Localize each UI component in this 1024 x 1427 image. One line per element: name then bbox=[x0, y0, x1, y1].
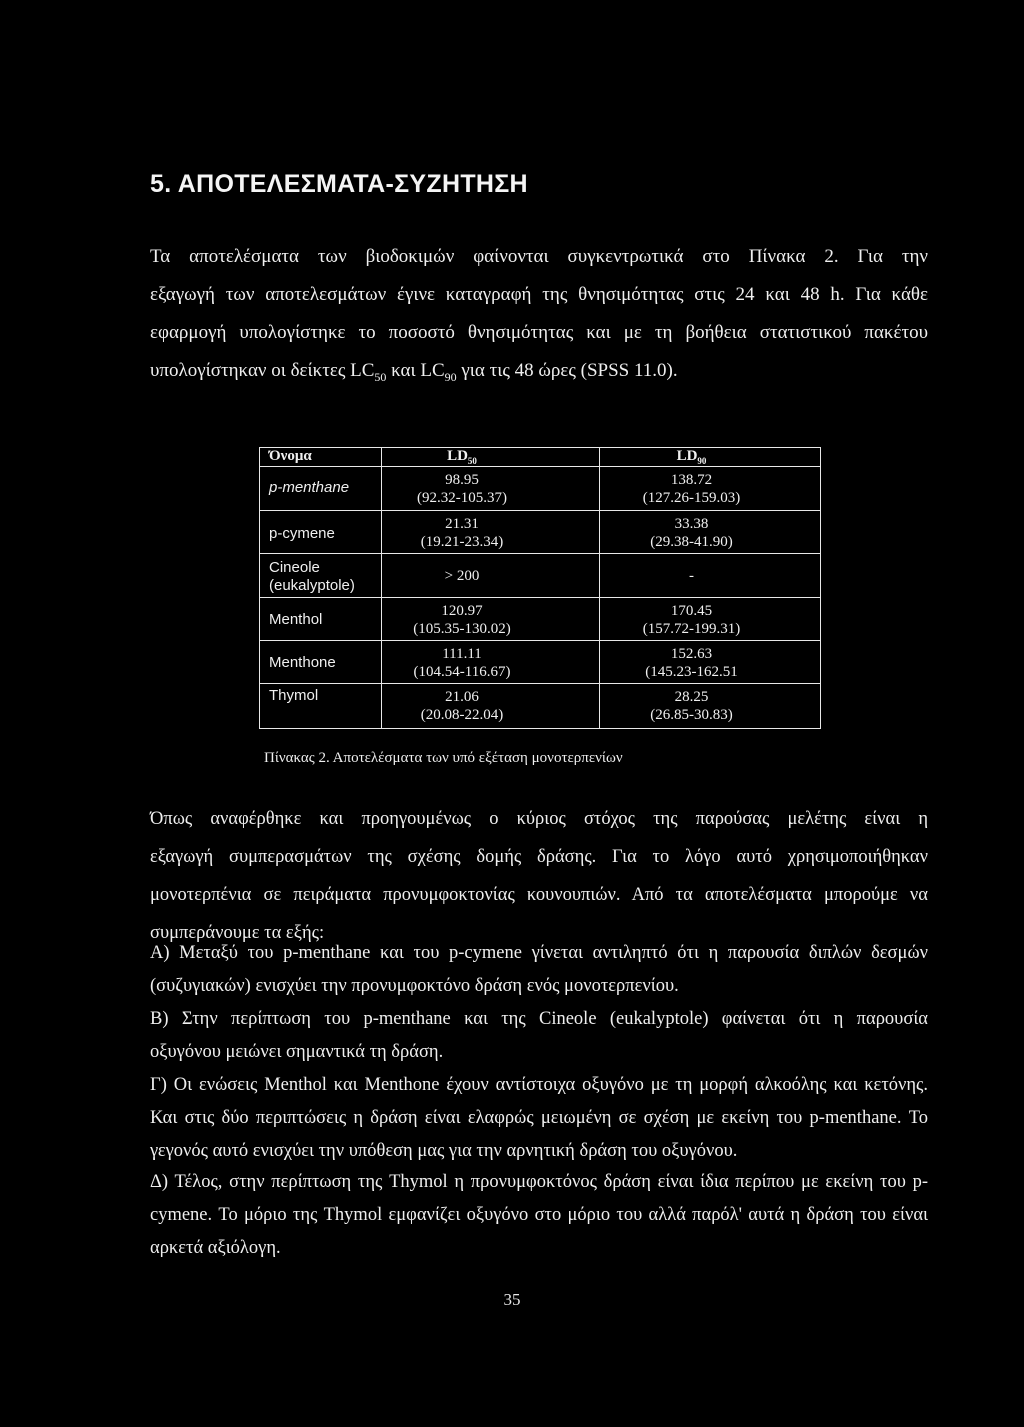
ld90-value: - bbox=[689, 568, 694, 584]
text-line: Δ) Τέλος, στην περίπτωση της Thymol η προνυμφοκτόνος δράση είναι ίδια περίπου με εκείνη του p- bbox=[150, 1172, 928, 1192]
ld50-value: 120.97 bbox=[441, 603, 483, 619]
table-rule bbox=[599, 447, 600, 729]
text-line: συμπεράνουμε τα εξής: bbox=[150, 923, 325, 943]
intro-paragraph bbox=[150, 238, 928, 396]
point-c-paragraph bbox=[150, 1069, 928, 1168]
text-line: εξαγωγή συμπερασμάτων της σχέσης δομής δράσης. Για το λόγο αυτό χρησιμοποιήθηκαν bbox=[150, 847, 928, 867]
table-rule bbox=[259, 510, 821, 511]
compound-name: p-menthane bbox=[269, 479, 350, 496]
discussion-paragraph bbox=[150, 800, 928, 952]
text-line: Α) Μεταξύ του p-menthane και του p-cymene γίνεται αντιληπτό ότι η παρουσία διπλών δεσμών bbox=[150, 943, 928, 963]
header-text: LD bbox=[676, 448, 698, 464]
row-name-secondary: (eukalyptole) bbox=[269, 577, 355, 594]
ld90-value: 33.38 bbox=[674, 516, 709, 532]
header-name: Όνομα bbox=[269, 448, 312, 464]
ld50-range: (20.08-22.04) bbox=[420, 707, 504, 723]
text-line: εξαγωγή των αποτελεσμάτων έγινε καταγραφή της θνησιμότητας στις 24 και 48 h. Για κάθε bbox=[150, 284, 928, 305]
section-heading: 5. ΑΠΟΤΕΛΕΣΜΑΤΑ-ΣΥΖΗΤΗΣΗ bbox=[150, 170, 528, 198]
subscript: 90 bbox=[444, 369, 457, 384]
header-text: LD bbox=[447, 448, 468, 464]
subscript: 90 bbox=[697, 456, 707, 466]
text-line: cymene. Το μόριο της Thymol εμφανίζει οξυγόνο στο μόριο του αλλά παρόλ' αυτά η δράση του είναι bbox=[150, 1205, 928, 1225]
page-number: 35 bbox=[503, 1290, 521, 1309]
text-line: Και στις δύο περιπτώσεις η δράση είναι ελαφρώς μειωμένη σε σχέση με εκείνη του p-menthane. Το bbox=[150, 1108, 928, 1128]
ld50-range: (104.54-116.67) bbox=[413, 664, 511, 680]
row-name bbox=[269, 479, 349, 496]
text-line bbox=[150, 352, 928, 396]
row-name: Menthone bbox=[269, 654, 336, 671]
ld90-range: (29.38-41.90) bbox=[650, 534, 733, 550]
table-caption: Πίνακας 2. Αποτελέσματα των υπό εξέταση μονοτερπενίων bbox=[264, 750, 623, 766]
header-ld50 bbox=[386, 448, 538, 470]
text-line: (συζυγιακών) ενισχύει την προνυμφοκτόνο δράση ενός μονοτερπενίου. bbox=[150, 976, 679, 996]
table-rule bbox=[259, 728, 821, 729]
table-rule bbox=[259, 640, 821, 641]
header-ld90 bbox=[604, 448, 779, 470]
ld50-range: (92.32-105.37) bbox=[417, 490, 507, 506]
text-fragment: για τις 48 ώρες (SPSS 11.0). bbox=[456, 360, 678, 381]
table-rule bbox=[820, 447, 821, 729]
table-rule bbox=[259, 447, 260, 729]
text-line: γεγονός αυτό ενισχύει την υπόθεση μας για την αρνητική δράση του οξυγόνου. bbox=[150, 1141, 738, 1161]
table-rule bbox=[259, 597, 821, 598]
ld90-value: 152.63 bbox=[670, 646, 713, 662]
text-line: Όπως αναφέρθηκε και προηγουμένως ο κύριος στόχος της παρούσας μελέτης είναι η bbox=[150, 809, 928, 829]
ld50-range: (105.35-130.02) bbox=[413, 621, 511, 637]
subscript: 50 bbox=[467, 456, 477, 466]
row-name: Thymol bbox=[269, 687, 319, 704]
row-name: Cineole bbox=[269, 559, 320, 576]
text-line: Γ) Οι ενώσεις Menthol και Menthone έχουν αντίστοιχα οξυγόνο με τη μορφή αλκοόλης και κετόνης. bbox=[150, 1075, 928, 1095]
subscript: 50 bbox=[374, 369, 387, 384]
point-b-paragraph bbox=[150, 1003, 928, 1069]
ld50-value: 111.11 bbox=[442, 646, 482, 662]
text-line: Β) Στην περίπτωση του p-menthane και της Cineole (eukalyptole) φαίνεται ότι η παρουσία bbox=[150, 1009, 928, 1029]
row-name: p-cymene bbox=[269, 525, 335, 542]
ld50-value: 21.31 bbox=[445, 516, 479, 532]
text-line: οξυγόνου μειώνει σημαντικά τη δράση. bbox=[150, 1042, 444, 1062]
text-line: αρκετά αξιόλογη. bbox=[150, 1238, 281, 1258]
point-d-paragraph bbox=[150, 1166, 928, 1265]
row-name: Menthol bbox=[269, 611, 323, 628]
ld50-range: (19.21-23.34) bbox=[420, 534, 504, 550]
table-rule bbox=[259, 553, 821, 554]
text-line: μονοτερπένια σε πειράματα προνυμφοκτονίας κουνουπιών. Από τα αποτελέσματα μπορούμε να bbox=[150, 885, 928, 905]
ld90-value: 28.25 bbox=[674, 689, 709, 705]
ld50-value: > 200 bbox=[444, 568, 480, 584]
table-rule bbox=[259, 683, 821, 684]
ld50-value: 21.06 bbox=[445, 689, 479, 705]
ld90-range: (157.72-199.31) bbox=[642, 621, 741, 637]
results-table bbox=[259, 447, 821, 729]
point-a-paragraph bbox=[150, 937, 928, 1003]
ld90-range: (127.26-159.03) bbox=[642, 490, 741, 506]
ld50-value: 98.95 bbox=[445, 472, 479, 488]
ld90-value: 170.45 bbox=[670, 603, 713, 619]
text-line: Τα αποτελέσματα των βιοδοκιμών φαίνονται συγκεντρωτικά στο Πίνακα 2. Για την bbox=[150, 246, 928, 267]
ld90-range: (26.85-30.83) bbox=[650, 707, 733, 723]
table-rule bbox=[381, 447, 382, 729]
ld90-value: 138.72 bbox=[670, 472, 713, 488]
text-fragment: και LC bbox=[386, 360, 445, 381]
text-line: εφαρμογή υπολογίστηκε το ποσοστό θνησιμότητας και με τη βοήθεια στατιστικού πακέτου bbox=[150, 322, 928, 343]
ld90-range: (145.23-162.51 bbox=[645, 664, 738, 680]
text-fragment: υπολογίστηκαν οι δείκτες LC bbox=[150, 360, 375, 381]
